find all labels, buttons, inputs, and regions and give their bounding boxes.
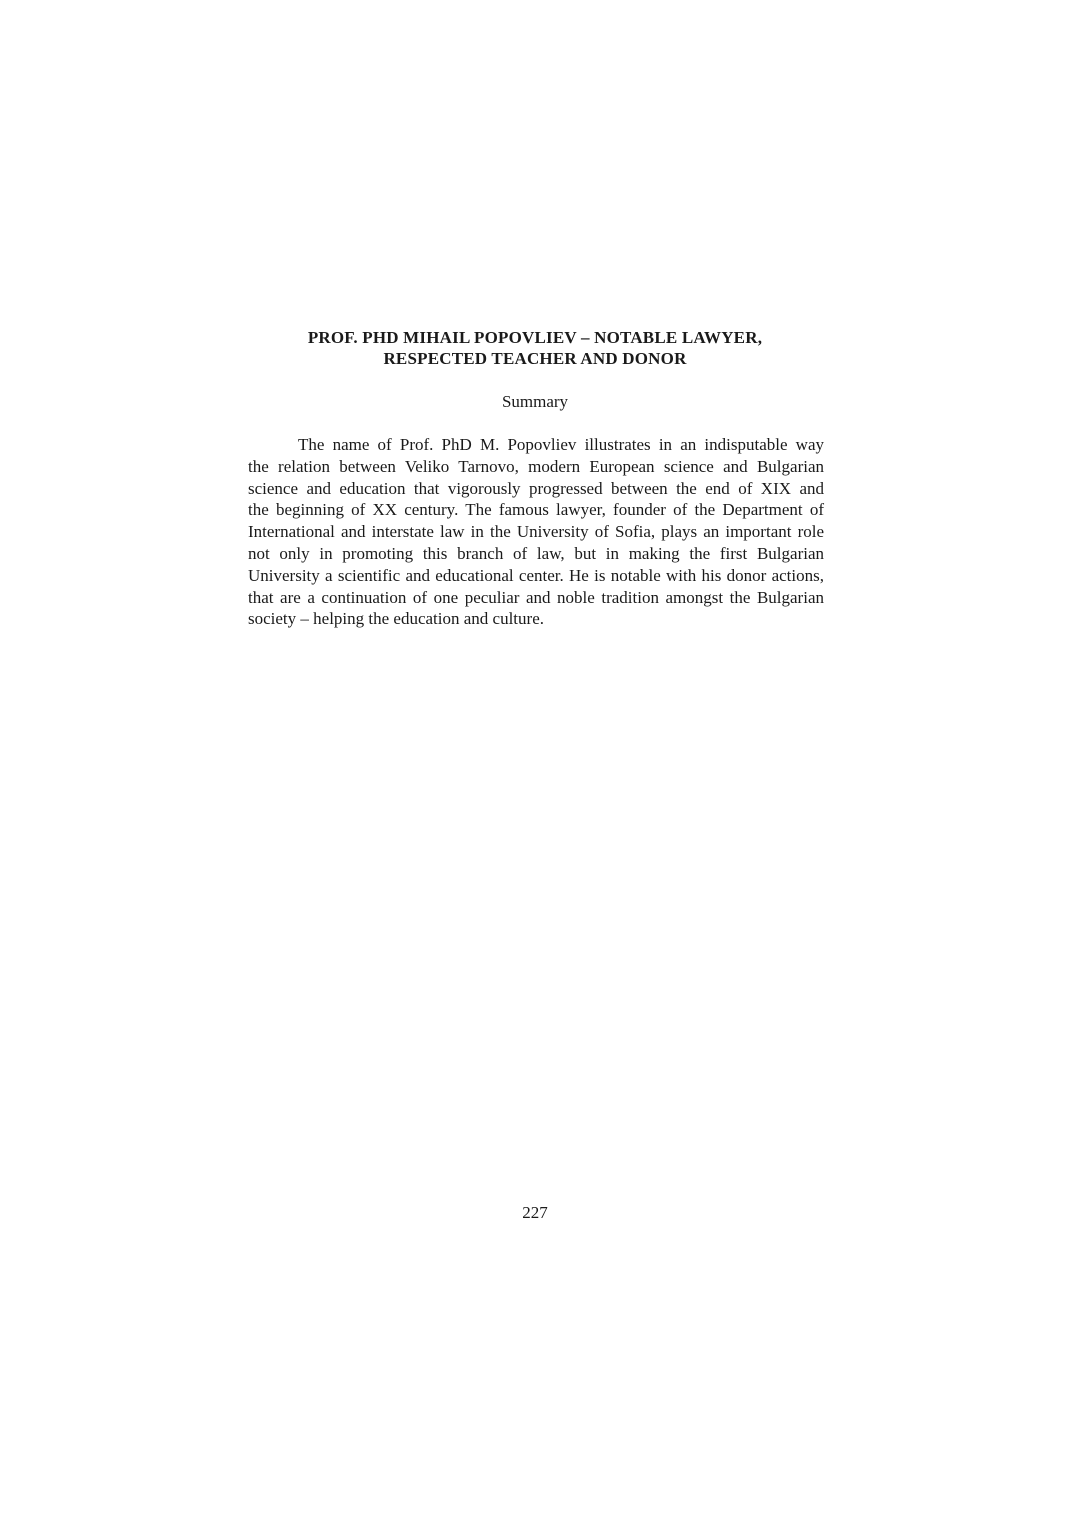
summary-line: the relation between Veliko Tarnovo, modern European science and Bulgarian	[248, 456, 824, 476]
summary-line: The name of Prof. PhD M. Popovliev illustrates in an indisputable way	[298, 435, 824, 454]
page-number: 227	[522, 1203, 548, 1222]
summary-line: society – helping the education and culture.	[248, 609, 544, 629]
title-line: RESPECTED TEACHER AND DONOR	[383, 349, 687, 368]
summary-line: not only in promoting this branch of law, but in making the first Bulgarian	[248, 543, 824, 563]
summary-heading: Summary	[501, 392, 569, 411]
summary-line: that are a continuation of one peculiar and noble tradition amongst the Bulgarian	[248, 587, 824, 607]
article-title	[240, 327, 830, 369]
summary-line: International and interstate law in the University of Sofia, plays an important role	[248, 522, 824, 542]
title-line: PROF. PHD MIHAIL POPOVLIEV – NOTABLE LAWYER,	[307, 328, 763, 347]
summary-line: the beginning of XX century. The famous lawyer, founder of the Department of	[248, 500, 824, 520]
summary-line: University a scientific and educational center. He is notable with his donor actions,	[248, 565, 824, 585]
summary-paragraph	[248, 434, 824, 630]
summary-line: science and education that vigorously progressed between the end of XIX and	[248, 478, 824, 498]
